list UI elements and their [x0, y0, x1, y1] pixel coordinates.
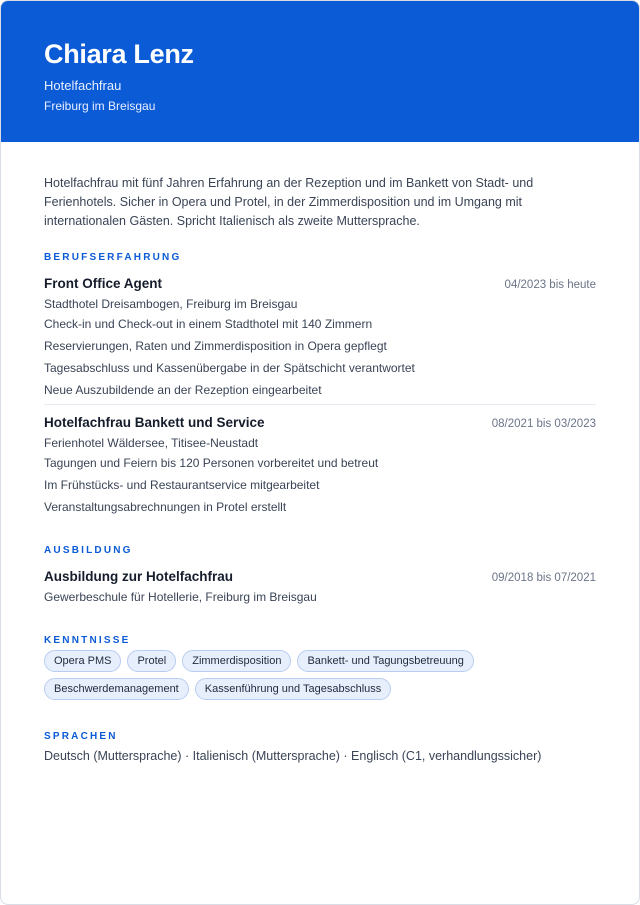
- job-title: Hotelfachfrau Bankett und Service: [44, 415, 265, 430]
- section-title-skills: KENNTNISSE: [44, 635, 131, 646]
- education-title: Ausbildung zur Hotelfachfrau: [44, 569, 233, 584]
- education-entry: [44, 568, 596, 606]
- skill-tags: [44, 650, 524, 700]
- job-bullet: Tagesabschluss und Kassenübergabe in der Spätschicht verantwortet: [44, 361, 415, 375]
- job-entry: [44, 414, 596, 516]
- languages-list: Deutsch (Muttersprache) · Italienisch (Muttersprache) · Englisch (C1, verhandlungssicher): [44, 749, 542, 763]
- education-school: Gewerbeschule für Hotellerie, Freiburg im Breisgau: [44, 590, 317, 604]
- section-title-experience: BERUFSERFAHRUNG: [44, 252, 182, 263]
- skill-tag: Opera PMS: [44, 650, 121, 672]
- education-date: 09/2018 bis 07/2021: [491, 572, 596, 584]
- skill-tag: Bankett- und Tagungsbetreuung: [297, 650, 473, 672]
- resume-header: [1, 1, 639, 142]
- skill-tag: Protel: [127, 650, 176, 672]
- job-bullet: Neue Auszubildende an der Rezeption eingearbeitet: [44, 383, 322, 397]
- skill-tag: Zimmerdisposition: [182, 650, 291, 672]
- job-bullets: [44, 454, 596, 516]
- candidate-role: Hotelfachfrau: [44, 78, 122, 93]
- skill-tag: Beschwerdemanagement: [44, 678, 189, 700]
- job-bullet: Reservierungen, Raten und Zimmerdisposition in Opera gepflegt: [44, 339, 387, 353]
- job-entry: [44, 275, 596, 399]
- job-company: Stadthotel Dreisambogen, Freiburg im Breisgau: [44, 297, 298, 311]
- candidate-location: Freiburg im Breisgau: [44, 99, 156, 113]
- job-date: 04/2023 bis heute: [504, 279, 596, 291]
- job-divider: [44, 404, 596, 405]
- skill-tag: Kassenführung und Tagesabschluss: [195, 678, 392, 700]
- job-date: 08/2021 bis 03/2023: [491, 418, 596, 430]
- section-title-education: AUSBILDUNG: [44, 545, 133, 556]
- job-bullet: Im Frühstücks- und Restaurantservice mitgearbeitet: [44, 478, 320, 492]
- section-title-languages: SPRACHEN: [44, 731, 118, 742]
- job-bullet: Veranstaltungsabrechnungen in Protel erstellt: [44, 500, 287, 514]
- job-bullets: [44, 315, 596, 399]
- job-title: Front Office Agent: [44, 276, 162, 291]
- candidate-name: Chiara Lenz: [44, 39, 194, 69]
- profile-summary: Hotelfachfrau mit fünf Jahren Erfahrung an der Rezeption und im Bankett von Stadt- und Ferienhotels. Sicher in Opera und Protel, in der Zimmerdisposition und im Umgang mit internationalen Gästen. Spricht Italienisch als zweite Muttersprache.: [44, 176, 534, 228]
- job-company: Ferienhotel Wäldersee, Titisee-Neustadt: [44, 436, 259, 450]
- job-bullet: Check-in und Check-out in einem Stadthotel mit 140 Zimmern: [44, 317, 373, 331]
- job-bullet: Tagungen und Feiern bis 120 Personen vorbereitet und betreut: [44, 456, 379, 470]
- resume-body: [1, 174, 639, 765]
